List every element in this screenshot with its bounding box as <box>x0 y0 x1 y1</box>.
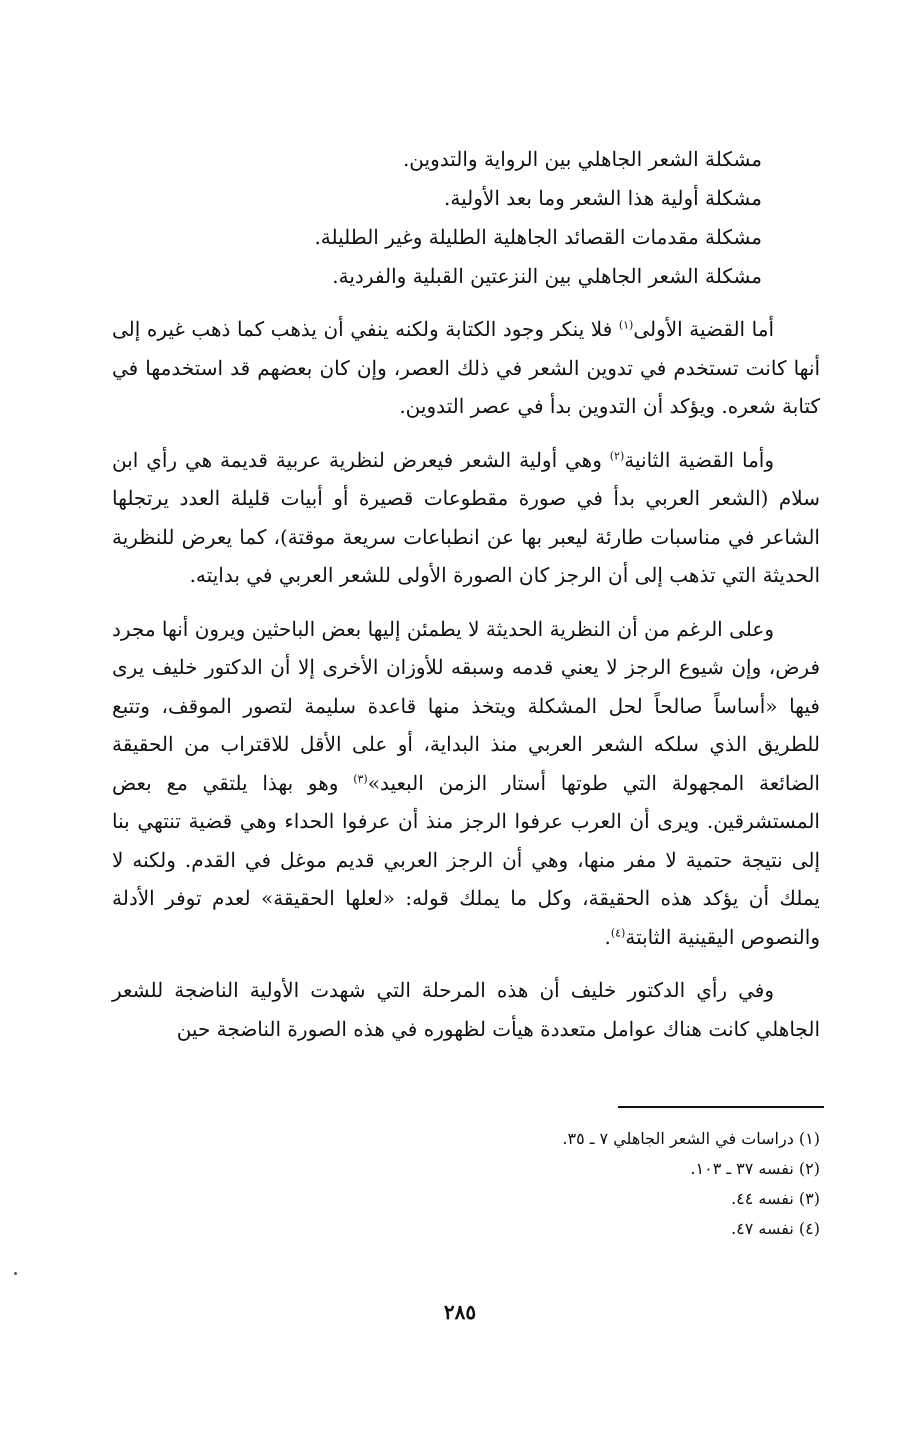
paragraph-text: أما القضية الأولى <box>633 317 774 341</box>
paragraph-first-issue <box>112 310 820 426</box>
footnotes <box>400 1124 820 1244</box>
scan-speck <box>14 1272 17 1275</box>
paragraph-khalif-opinion: وفي رأي الدكتور خليف أن هذه المرحلة التي شهدت الأولية الناضجة للشعر الجاهلي كانت هناك عوامل متعددة هيأت لظهوره في هذه الصورة الناضجة حين <box>112 978 820 1041</box>
footnote-ref: (٢) <box>609 448 625 462</box>
paragraph-text: وأما القضية الثانية <box>624 447 774 472</box>
list-item: مشكلة الشعر الجاهلي بين النزعتين القبلية والفردية. <box>332 264 762 288</box>
footnote: (١) دراسات في الشعر الجاهلي ٧ ـ ٣٥. <box>562 1129 820 1148</box>
footnote-ref: (٤) <box>610 925 626 939</box>
list-item: مشكلة مقدمات القصائد الجاهلية الطليلة وغير الطليلة. <box>314 225 762 249</box>
footnote: (٣) نفسه ٤٤. <box>731 1189 820 1208</box>
footnote-ref: (٣) <box>353 771 368 785</box>
footnote-divider <box>618 1106 824 1108</box>
page-number: ٢٨٥ <box>443 1300 477 1324</box>
paragraph-modern-theory <box>112 610 820 957</box>
footnote-ref: (١) <box>618 318 634 332</box>
footnote: (٢) نفسه ٣٧ ـ ١٠٣. <box>690 1159 820 1178</box>
paragraph-text: وعلى الرغم من أن النظرية الحديثة لا يطمئن إليها بعض الباحثين ويرون أنها مجرد فرض، وإن شيوع الرجز لا يعني قدمه وسبقه للأوزان الأخرى إلا أن الدكتور خليف يرى فيها «أساساً صالحاً لحل المشكلة ويتخذ منها قاعدة سليمة لتصور الموقف، وتتبع للطريق الذي سلكه الشعر العربي منذ البداية، أو على الأقل للاقتراب من الحقيقة الضائعة المجهولة التي طوتها أستار الزمن البعيد» <box>112 616 821 795</box>
footnote: (٤) نفسه ٤٧. <box>731 1219 820 1238</box>
paragraph-second-issue <box>112 441 820 595</box>
paragraph-text: فلا ينكر وجود الكتابة ولكنه ينفي أن يذهب كما ذهب غيره إلى أنها كانت تستخدم في تدوين الشعر في ذلك العصر، وإن كان بعضهم قد استخدمها في كتابة شعره. ويؤكد أن التدوين بدأ في عصر التدوين. <box>112 317 820 418</box>
paragraph-text: وهي أولية الشعر فيعرض لنظرية عربية قديمة هي رأي ابن سلام (الشعر العربي بدأ في صورة مقطوعات قصيرة أو أبيات قليلة العدد يرتجلها الشاعر في مناسبات طارئة ليعبر بها عن انطباعات سريعة موقتة)، كما يعرض للنظرية الحديثة التي تذهب إلى أن الرجز كان الصورة الأولى للشعر العربي في بدايته. <box>112 447 820 587</box>
paragraph-text: وهو بهذا يلتقي مع بعض المستشرقين. ويرى أن العرب عرفوا الرجز منذ أن عرفوا الحداء وهي قضية تنتهي بنا إلى نتيجة حتمية لا مفر منها، وهي أن الرجز العربي قديم موغل في القدم. ولكنه لا يملك أن يؤكد هذه الحقيقة، وكل ما يملك قوله: «لعلها الحقيقة» لعدم توفر الأدلة والنصوص اليقينية الثابتة <box>112 770 820 949</box>
page-body <box>112 140 820 1063</box>
problems-list <box>112 140 820 296</box>
list-item: مشكلة الشعر الجاهلي بين الرواية والتدوين. <box>402 147 762 171</box>
list-item: مشكلة أولية هذا الشعر وما بعد الأولية. <box>444 186 762 210</box>
paragraph-text: . <box>604 924 611 949</box>
